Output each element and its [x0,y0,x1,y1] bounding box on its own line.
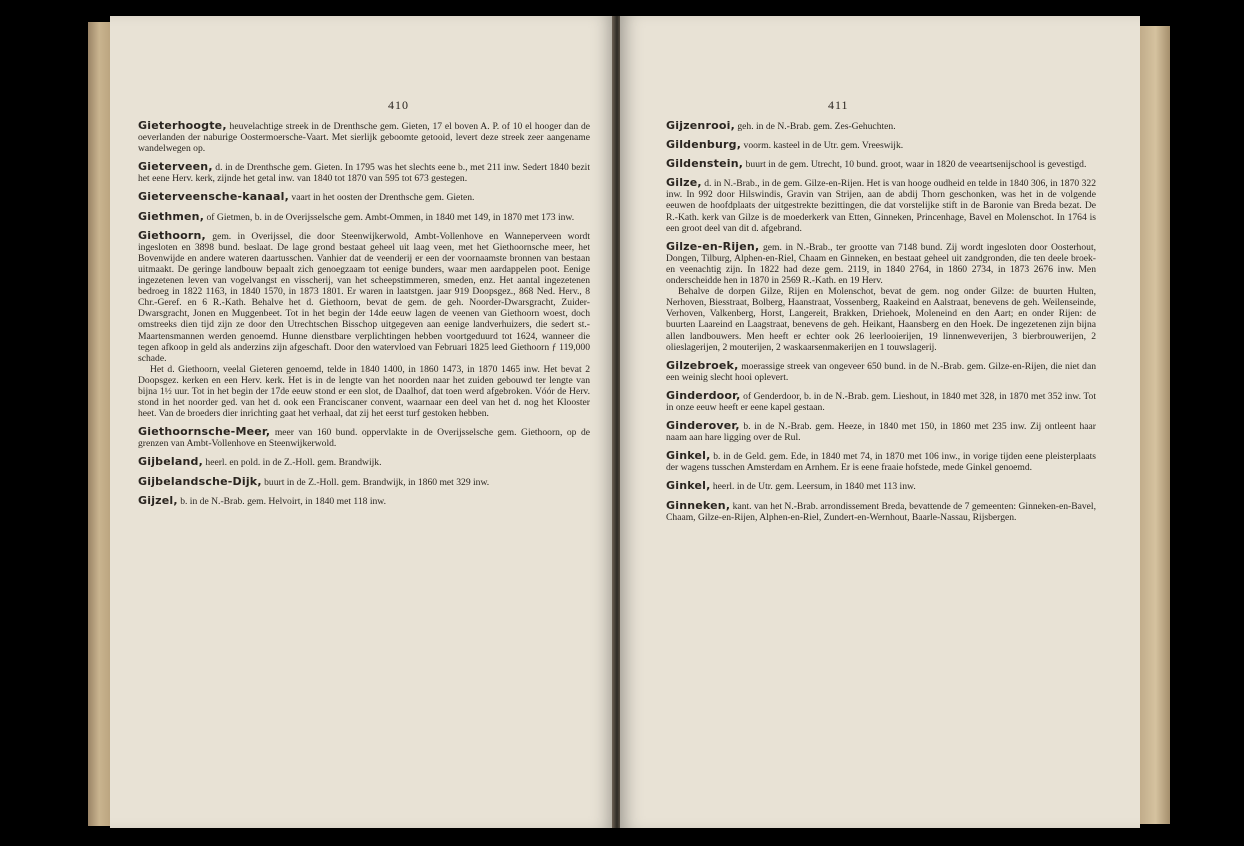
dictionary-entry [138,495,590,507]
entry-headword: Ginderdoor, [666,388,741,402]
dictionary-entry [138,161,590,184]
entry-paragraph [138,364,590,419]
dictionary-entry [138,191,590,203]
entry-body: heuvelachtige streek in de Drenthsche gem. Gieten, 17 el boven A. P. of 10 el hooger dan de oeverlanden der naburige Oostermoersche-Vaart. Met sierlijk geboomte getooid, levert deze streek zeer aangename wandelwegen op. [138,121,590,155]
entry-paragraph [138,211,590,223]
entry-body: buurt in de gem. Utrecht, 10 bund. groot, waar in 1820 de veeartsenijschool is gevestigd. [745,159,1087,171]
entry-paragraph [666,158,1096,170]
entry-paragraph [138,476,590,488]
entry-body: b. in de Geld. gem. Ede, in 1840 met 74, in 1870 met 106 inw., in vorige tijden eene pleisterplaats der wagens tusschen Amsterdam en Arnhem. Er is eene fraaie hofstede, mede Ginkel genoemd. [666,451,1096,474]
entry-body: of Genderdoor, b. in de N.-Brab. gem. Lieshout, in 1840 met 328, in 1870 met 352 inw. Tot in onze eeuw heeft er eene kapel gestaan. [666,390,1096,413]
entry-body: Behalve de dorpen Gilze, Rijen en Molenschot, bevat de gem. nog onder Gilze: de buurten Hulten, Nerhoven, Biesstraat, Bolberg, Haanstraat, Vossenberg, Raakeind en Aalstraat, benevens de geh. Weilenseinde, Verhoven, Valkenberg, Horst, Langereit, Brakken, Driehoek, Moleneind en den Aart; en onder Rijen: de buurten Laareind en Laagstraat, benevens de geh. Heikant, Haansberg en den Hoek. De ingezetenen zijn bijna allen landbouwers. Men heeft er echter ook 26 leerlooierijen, 19 linnenweverijen, 3 bierbrouwerijen, 2 olieslagerijen, 2 mouterijen, 2 waskaarsenmakerijen en 1 touwslagerij. [666,286,1096,353]
dictionary-entry [666,450,1096,473]
entry-headword: Giethoorn, [138,228,206,242]
entry-paragraph [138,120,590,154]
entry-paragraph [138,191,590,203]
entry-paragraph [666,286,1096,353]
dictionary-entry [138,426,590,449]
entry-body: meer van 160 bund. oppervlakte in de Overijsselsche gem. Giethoorn, op de grenzen van Ambt-Vollenhove en Steenwijkerwold. [138,427,590,450]
entry-headword: Gilze-en-Rijen, [666,239,760,253]
entry-headword: Giethoornsche-Meer, [138,425,271,439]
page-text [138,120,590,514]
entry-paragraph [138,426,590,449]
entry-paragraph [666,120,1096,132]
entry-paragraph [666,360,1096,383]
entry-body: d. in N.-Brab., in de gem. Gilze-en-Rijen. Het is van hooge oudheid en telde in 1840 306, in 1870 322 inw. In 992 door Hilswindis, Gravin van Strijen, aan de abdij Thorn geschonken, was het in de volgende eeuwen de hoofdplaats der uitgestrekte bezittingen, die dat vorstelijke stift in de Baronie van Breda bezat. De R.-Kath. kerk van Gilze is de moederkerk van Etten, Ginneken, Princenhage, Bavel en Molenschot. In 1764 is een groot deel van dit d. afgebrand. [666,178,1096,234]
entry-body: buurt in de Z.-Holl. gem. Brandwijk, in 1860 met 329 inw. [264,476,490,488]
dictionary-entry [666,241,1096,353]
entry-body: gem. in N.-Brab., ter grootte van 7148 bund. Zij wordt ingesloten door Oosterhout, Dongen, Tilburg, Alphen-en-Riel, Chaam en Ginneken, en bestaat geheel uit zandgronden, die ten deele broek- en veenachtig zijn. In 1822 had deze gem. 2119, in 1840 2764, in 1860 2734, in 1873 2676 inw. Men onderscheidde hen in 1870 in 2569 R.-Kath. en 19 Herv. [666,241,1097,287]
entry-headword: Gijzenrooi, [666,119,735,132]
dictionary-entry [138,476,590,488]
entry-headword: Gijzel, [138,493,178,507]
page-number: 410 [388,98,409,112]
dictionary-entry [666,177,1096,233]
entry-paragraph [666,500,1096,523]
entry-paragraph [138,230,590,364]
entry-body: voorm. kasteel in de Utr. gem. Vreeswijk. [743,140,904,152]
dictionary-entry [138,211,590,223]
entry-headword: Gieterhoogte, [138,119,227,132]
entry-body: d. in de Drenthsche gem. Gieten. In 1795 was het slechts eene b., met 211 inw. Sedert 1840 bezit het eene Herv. kerk, zijnde het getal inw. van 1840 tot 1870 van 595 tot 673 gestegen. [138,162,590,185]
entry-paragraph [666,139,1096,151]
dictionary-entry [138,230,590,420]
entry-paragraph [666,450,1096,473]
entry-body: heerl. en pold. in de Z.-Holl. gem. Brandwijk. [205,457,382,469]
dictionary-entry [666,420,1096,443]
entry-headword: Giethmen, [138,209,205,223]
dictionary-entry [666,139,1096,151]
entry-headword: Gildenburg, [666,138,742,152]
entry-paragraph [138,456,590,468]
page-number: 411 [828,98,849,112]
entry-headword: Gilze, [666,176,702,190]
entry-headword: Ginneken, [666,498,731,512]
dictionary-entry [666,158,1096,170]
entry-headword: Ginkel, [666,479,711,493]
dictionary-entry [666,360,1096,383]
entry-paragraph [666,177,1096,233]
entry-paragraph [666,480,1096,492]
entry-headword: Ginkel, [666,449,711,463]
dictionary-entry [666,500,1096,523]
entry-headword: Gieterveensche-kanaal, [138,190,290,204]
entry-body: heerl. in de Utr. gem. Leersum, in 1840 met 113 inw. [712,481,916,493]
entry-headword: Gieterveen, [138,160,213,174]
dictionary-entry [666,390,1096,413]
entry-paragraph [666,420,1096,443]
entry-body: vaart in het oosten der Drenthsche gem. Gieten. [291,192,475,204]
entry-body: moerassige streek van ongeveer 650 bund. in de N.-Brab. gem. Gilze-en-Rijen, die niet dan een weinig slecht hooi oplevert. [666,360,1097,383]
entry-headword: Gijbeland, [138,455,203,469]
entry-headword: Ginderover, [666,419,740,433]
page-text [666,120,1096,530]
entry-paragraph [666,390,1096,413]
dictionary-entry [666,120,1096,132]
dictionary-entry [138,120,590,154]
entry-headword: Gilzebroek, [666,358,739,372]
entry-body: b. in de N.-Brab. gem. Heeze, in 1840 met 150, in 1860 met 235 inw. Zij ontleent haar naam aan hare ligging over de Rul. [666,421,1096,444]
entry-body: kant. van het N.-Brab. arrondissement Breda, bevattende de 7 gemeenten: Ginneken-en-Bavel, Chaam, Gilze-en-Rijen, Alphen-en-Riel, Zundert-en-Wernhout, Baarle-Nassau, Rijsbergen. [666,500,1096,523]
entry-body: Het d. Giethoorn, veelal Gieteren genoemd, telde in 1840 1400, in 1860 1473, in 1870 1465 inw. Het bevat 2 Doopsgez. kerken en een Herv. kerk. Het is in de lengte van het noorden naar het zuiden gebouwd ter lengte van bijna 1½ uur. Tot in het begin der 17de eeuw stond er een slot, de Daalhof, dat toen werd afgebroken. Vóór de Herv. stond in het noorder ged. van het d. ook een Franciscaner convent, waarnaar een deel van het d. nog het Klooster heet. Van de broeders dier inrichting gaat het verhaal, dat zij het eerst turf gestoken hebben. [138,363,590,420]
dictionary-entry [666,480,1096,492]
entry-body: of Gietmen, b. in de Overijsselsche gem. Ambt-Ommen, in 1840 met 149, in 1870 met 173 inw. [206,211,575,223]
dictionary-entry [138,456,590,468]
entry-headword: Gijbelandsche-Dijk, [138,474,262,488]
left-page [110,16,614,828]
entry-paragraph [666,241,1096,286]
entry-paragraph [138,161,590,184]
entry-paragraph [138,495,590,507]
entry-body: geh. in de N.-Brab. gem. Zes-Gehuchten. [737,121,896,132]
right-page [620,16,1140,828]
entry-headword: Gildenstein, [666,157,744,171]
entry-body: b. in de N.-Brab. gem. Helvoirt, in 1840 met 118 inw. [180,495,386,507]
entry-body: gem. in Overijssel, die door Steenwijkerwold, Ambt-Vollenhove en Wanneperveen wordt ingesloten en 3898 bund. beslaat. De lage grond bestaat geheel uit laag veen, met het Giethoornsche meer, het Bovenwijde en andere wateren daartusschen. Vanhier dat de veenderij er een der voornaamste bronnen van bestaan uitmaakt. De geringe landbouw bepaalt zich genoegzaam tot eenige bunders, waar men aardappelen poot. Eenige ingezetenen leven van vogelvangst en visscherij, van het scheepstimmeren, smeden, enz. Het aantal ingezetenen bedroeg in 1822 1163, in 1840 1570, in 1873 1801. Er waren in laatstgen. jaar 919 Doopsgez., 868 Ned. Herv., 8 Chr.-Geref. en 6 R.-Kath. Behalve het d. Giethoorn, bevat de gem. de geh. Noorder-Dwarsgracht, Zuider-Dwarsgracht, Jonen en Muggenbeet. Tot in het begin der 14de eeuw lagen de veenen van Giethoorn woest, doch omstreeks dien tijd zijn ze door den Utrechtschen Bisschop uitgegeven aan eenige landverhuizers, die sedert st.-Maartensmannen werden genoemd. Hunne dienstbare verplichtingen hebben voortgeduurd tot 1624, wanneer die tegen afkoop in geld als anderzins zijn afgeschaft. Door den watervloed van Februari 1825 leed Giethoorn ƒ 119,000 schade. [138,230,590,364]
